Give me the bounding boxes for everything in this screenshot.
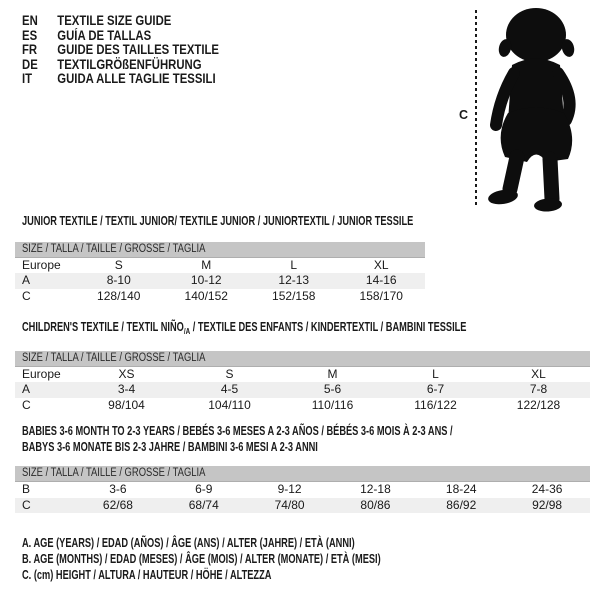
row-label: A [22, 382, 31, 396]
table-row [15, 498, 590, 514]
language-code: EN [22, 13, 38, 28]
table-title-line [22, 320, 467, 340]
size-value: 128/140 [97, 288, 141, 303]
language-title: TEXTILGRÖßENFÜHRUNG [57, 56, 202, 72]
babies-size-table [15, 424, 590, 513]
title-text: BABIES 3-6 MONTH TO 2-3 YEARS / BEBÉS 3-6 MESES A 2-3 AÑOS / BÉBÉS 3-6 MOIS À 2-3 ANS / [22, 424, 453, 438]
size-value: 80/86 [360, 497, 391, 512]
language-row [22, 43, 219, 58]
table-title-line [22, 424, 453, 440]
language-title: GUIDE DES TAILLES TEXTILE [57, 42, 219, 58]
language-row [22, 72, 219, 87]
language-row [22, 14, 219, 29]
row-label: A [22, 273, 31, 287]
region-label: Europe [22, 366, 61, 381]
table-row [15, 382, 590, 398]
measurement-legend [22, 536, 507, 583]
size-header-text: SIZE / TALLA / TAILLE / GRÖSSE / TAGLIA [22, 242, 206, 255]
size-column-header: XL [373, 257, 389, 272]
size-value: 10-12 [190, 273, 222, 287]
size-column-header: XS [118, 366, 135, 381]
size-value: 4-5 [220, 382, 239, 396]
table-title-line [22, 440, 442, 456]
size-value: 86/92 [446, 497, 477, 512]
table-title-line [22, 214, 414, 230]
language-code: FR [22, 42, 38, 58]
size-value: 14-16 [365, 273, 397, 287]
columns-header-row [15, 258, 425, 274]
size-header-bar [15, 351, 590, 367]
size-value: 98/104 [108, 397, 145, 412]
size-value: 12-13 [278, 273, 310, 287]
footnote: A. AGE (YEARS) / EDAD (AÑOS) / ÂGE (ANS) / ALTER (JAHRE) / ETÀ (ANNI) [22, 536, 355, 550]
size-value: 8-10 [106, 273, 131, 287]
size-value: 92/98 [532, 497, 563, 512]
row-label: C [22, 288, 31, 303]
row-label: C [22, 397, 31, 412]
columns-header-row [15, 367, 590, 383]
table-row [15, 273, 425, 289]
size-column-header: M [327, 366, 338, 381]
size-header-text: SIZE / TALLA / TAILLE / GRÖSSE / TAGLIA [22, 467, 206, 479]
title-text: BABYS 3-6 MONATE BIS 2-3 JAHRE / BAMBINI 3-6 MESI A 2-3 ANNI [22, 439, 318, 454]
size-column-header: S [114, 257, 123, 272]
language-title: GUÍA DE TALLAS [57, 27, 152, 43]
toddler-silhouette-icon [484, 7, 590, 213]
size-value: 140/152 [184, 288, 228, 303]
row-label: B [22, 482, 31, 496]
size-value: 104/110 [208, 397, 251, 412]
size-value: 122/128 [516, 397, 561, 412]
size-value: 6-9 [195, 482, 213, 496]
size-value: 110/116 [311, 397, 354, 412]
size-value: 9-12 [277, 482, 302, 496]
size-value: 68/74 [188, 497, 219, 512]
language-title: GUIDA ALLE TAGLIE TESSILI [57, 71, 216, 87]
footnote: B. AGE (MONTHS) / EDAD (MESES) / ÂGE (MOIS) / ALTER (MONATE) / ETÀ (MESI) [22, 551, 381, 566]
size-value: 24-36 [531, 482, 563, 496]
title-text: /A [183, 326, 191, 336]
toddler-figure [450, 6, 598, 218]
table-row [15, 289, 425, 305]
language-code: DE [22, 56, 38, 72]
size-value: 18-24 [445, 482, 477, 496]
row-label: C [22, 497, 31, 512]
size-value: 3-6 [109, 482, 127, 496]
table-title [22, 320, 590, 340]
children-size-table [15, 320, 590, 413]
language-code: IT [22, 71, 33, 87]
size-value: 152/158 [272, 288, 316, 303]
title-text: JUNIOR TEXTILE / TEXTIL JUNIOR/ TEXTILE JUNIOR / JUNIORTEXTIL / JUNIOR TESSILE [22, 214, 414, 228]
table-row [15, 398, 590, 414]
size-header-bar [15, 242, 425, 258]
size-value: 12-18 [360, 482, 391, 496]
region-label: Europe [22, 257, 61, 272]
size-header-bar [15, 466, 590, 482]
size-value: 3-4 [117, 382, 136, 396]
title-text: CHILDREN'S TEXTILE / TEXTIL NIÑO [22, 320, 184, 334]
language-row [22, 29, 219, 44]
height-dimension-label: C [459, 108, 469, 122]
language-title: TEXTILE SIZE GUIDE [57, 13, 172, 28]
language-legend [22, 14, 257, 87]
size-column-header: M [201, 257, 212, 272]
size-column-header: L [290, 257, 298, 272]
size-header-text: SIZE / TALLA / TAILLE / GRÖSSE / TAGLIA [22, 351, 206, 364]
size-value: 6-7 [426, 382, 445, 396]
size-value: 74/80 [274, 497, 305, 512]
size-value: 7-8 [529, 382, 548, 396]
size-value: 5-6 [323, 382, 342, 396]
title-text: / TEXTILE DES ENFANTS / KINDERTEXTIL / BAMBINI TESSILE [190, 320, 467, 334]
size-value: 158/170 [359, 288, 403, 303]
table-row [15, 482, 590, 498]
language-row [22, 58, 219, 73]
size-column-header: L [432, 366, 439, 381]
language-code: ES [22, 27, 38, 43]
size-value: 62/68 [102, 497, 133, 512]
junior-size-table [15, 214, 425, 304]
footnote: C. (cm) HEIGHT / ALTURA / HAUTEUR / HÖHE / ALTEZZA [22, 567, 272, 582]
size-column-header: XL [531, 366, 546, 381]
table-title [22, 424, 590, 455]
size-column-header: S [225, 366, 234, 381]
size-value: 116/122 [414, 397, 457, 412]
table-title [22, 214, 425, 230]
height-dashed-line [475, 10, 477, 208]
